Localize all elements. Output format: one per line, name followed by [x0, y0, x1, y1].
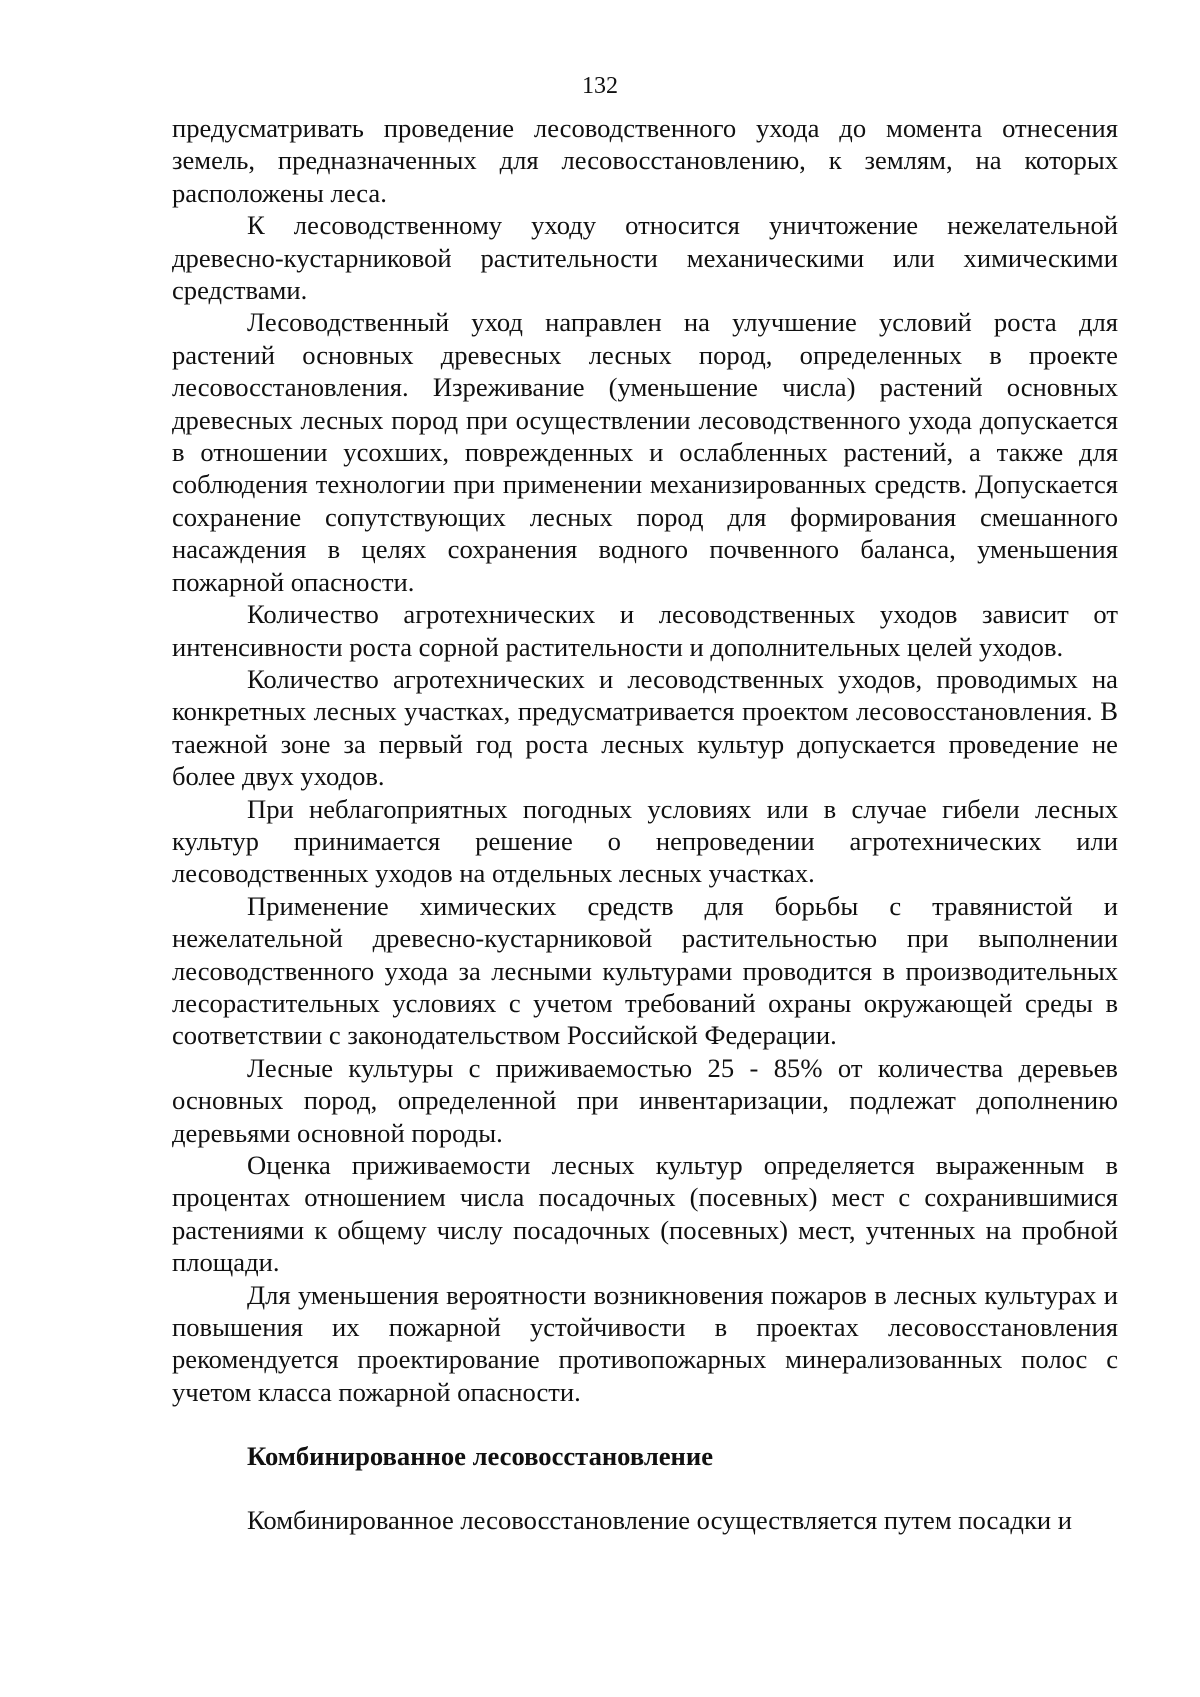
paragraph: Количество агротехнических и лесоводственных уходов, проводимых на конкретных лесных участках, предусматривается проектом лесовосстановления. В таежной зоне за первый год роста лесных культур допускается проведение не более двух уходов.: [172, 663, 1118, 792]
document-body: [172, 112, 1118, 1537]
paragraph: Количество агротехнических и лесоводственных уходов зависит от интенсивности роста сорной растительности и дополнительных целей уходов.: [172, 599, 1118, 662]
paragraph: При неблагоприятных погодных условиях или в случае гибели лесных культур принимается решение о непроведении агротехнических или лесоводственных уходов на отдельных лесных участках.: [172, 793, 1118, 889]
paragraph: Лесоводственный уход направлен на улучшение условий роста для растений основных древесных лесных пород, определенных в проекте лесовосстановления. Изреживание (уменьшение числа) растений основных древесных лесных пород при осуществлении лесоводственного ухода допускается в отношении усохших, поврежденных и ослабленных растений, а также для соблюдения технологии при применении механизированных средств. Допускается сохранение сопутствующих лесных пород для формирования смешанного насаждения в целях сохранения водного почвенного баланса, уменьшения пожарной опасности.: [172, 307, 1118, 597]
paragraph: К лесоводственному уходу относится уничтожение нежелательной древесно-кустарниковой растительности механическими или химическими средствами.: [172, 210, 1118, 306]
page-number: 132: [582, 73, 618, 99]
paragraph: Для уменьшения вероятности возникновения пожаров в лесных культурах и повышения их пожарной устойчивости в проектах лесовосстановления рекомендуется проектирование противопожарных минерализованных полос с учетом класса пожарной опасности.: [172, 1279, 1118, 1407]
section-heading: Комбинированное лесовосстановление: [247, 1441, 714, 1472]
paragraph: Оценка приживаемости лесных культур определяется выраженным в процентах отношением числа посадочных (посевных) мест с сохранившимися растениями к общему числу посадочных (посевных) мест, учтенных на пробной площади.: [172, 1150, 1118, 1278]
paragraph: Применение химических средств для борьбы с травянистой и нежелательной древесно-кустарниковой растительностью при выполнении лесоводственного ухода за лесными культурами проводится в производительных лесорастительных условиях с учетом требований охраны окружающей среды в соответствии с законодательством Российской Федерации.: [172, 890, 1118, 1051]
paragraph: Комбинированное лесовосстановление осуществляется путем посадки и: [247, 1505, 1072, 1536]
paragraph: Лесные культуры с приживаемостью 25 - 85% от количества деревьев основных пород, определенной при инвентаризации, подлежат дополнению деревьями основной породы.: [172, 1052, 1118, 1148]
paragraph-continuation: предусматривать проведение лесоводственного ухода до момента отнесения земель, предназначенных для лесовосстановлению, к землям, на которых расположены леса.: [172, 113, 1118, 208]
